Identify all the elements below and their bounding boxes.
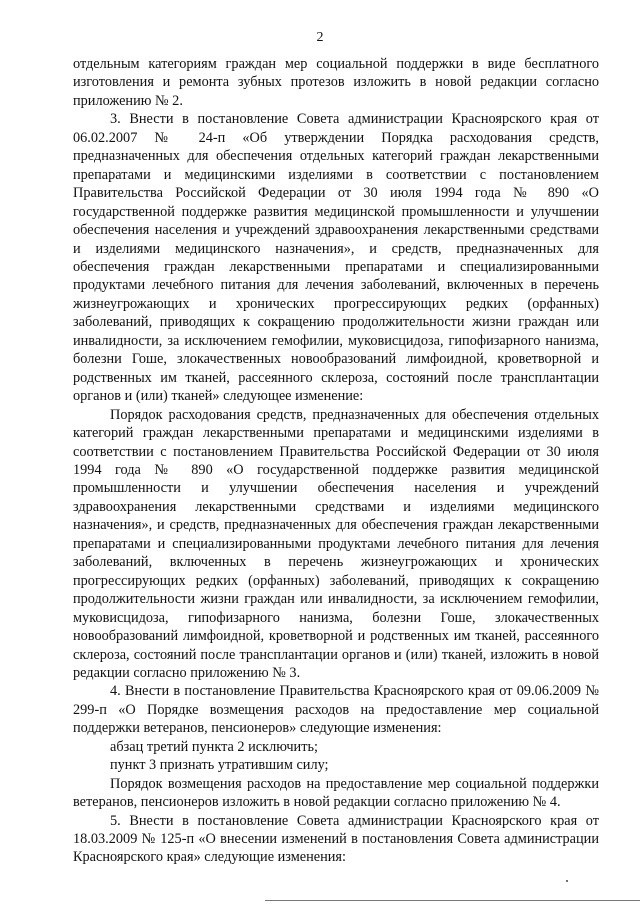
paragraph-item-4-sub-2: пункт 3 признать утратившим силу; — [110, 757, 329, 774]
paragraph-item-5: 5. Внести в постановление Совета администрации Красноярского края от 18.03.2009 № 125-п «О внесении изменений в постановления Совета администрации Красноярского края» следующие изменения: — [73, 812, 599, 866]
paragraph-item-3: 3. Внести в постановление Совета администрации Красноярского края от 06.02.2007 № 24-п «Об утверждении Порядка расходования средств, предназначенных для обеспечения отдельных категорий граждан лекарственными препаратами и медицинскими изделиями в соответствии с постановлением Правительства Российской Федерации от 30 июля 1994 года № 890 «О государственной поддержке развития медицинской промышленности и улучшении обеспечения населения и учреждений здравоохранения лекарственными средствами и изделиями медицинского назначения», и средств, предназначенных для обеспечения граждан лекарственными препаратами и специализированными продуктами лечебного питания для лечения заболеваний, включенных в перечень жизнеугрожающих и хронических прогрессирующих редких (орфанных) заболеваний, приводящих к сокращению продолжительности жизни граждан или инвалидности, за исключением гемофилии, муковисцидоза, гипофизарного нанизма, болезни Гоше, злокачественных новообразований лимфоидной, кроветворной и родственных им тканей, рассеянного склероза, состояний после трансплантации органов и (или) тканей» следующее изменение: — [73, 111, 599, 405]
scan-speck — [566, 880, 568, 882]
paragraph-procedure-3: Порядок расходования средств, предназначенных для обеспечения отдельных категорий граждан лекарственными препаратами и медицинскими изделиями в соответствии с постановлением Правительства Российской Федерации от 30 июля 1994 года № 890 «О государственной поддержке развития медицинской промышленности и улучшении обеспечения населения и учреждений здравоохранения лекарственными средствами и изделиями медицинского назначения», и средств, предназначенных для обеспечения граждан лекарственными препаратами и специализированными продуктами лечебного питания для лечения заболеваний, включенных в перечень жизнеугрожающих и хронических прогрессирующих редких (орфанных) заболеваний, приводящих к сокращению продолжительности жизни граждан или инвалидности, за исключением гемофилии, муковисцидоза, гипофизарного нанизма, болезни Гоше, злокачественных новообразований лимфоидной, кроветворной и родственных им тканей, рассеянного склероза, состояний после трансплантации органов и (или) тканей, изложить в новой редакции согласно приложению № 3. — [73, 406, 599, 681]
page-number: 2 — [316, 30, 324, 45]
paragraph-item-4-sub-1: абзац третий пункта 2 исключить; — [110, 738, 318, 755]
document-body — [73, 55, 599, 867]
bottom-rule — [265, 900, 640, 901]
paragraph-continuation: отдельным категориям граждан мер социальной поддержки в виде бесплатного изготовления и ремонта зубных протезов изложить в новой редакции согласно приложению № 2. — [73, 56, 599, 109]
paragraph-item-4-sub-3: Порядок возмещения расходов на предоставление мер социальной поддержки ветеранов, пенсионеров изложить в новой редакции согласно приложению № 4. — [73, 775, 599, 811]
paragraph-item-4: 4. Внести в постановление Правительства Красноярского края от 09.06.2009 № 299-п «О Порядке возмещения расходов на предоставление мер социальной поддержки ветеранов, пенсионеров» следующие изменения: — [73, 683, 599, 737]
